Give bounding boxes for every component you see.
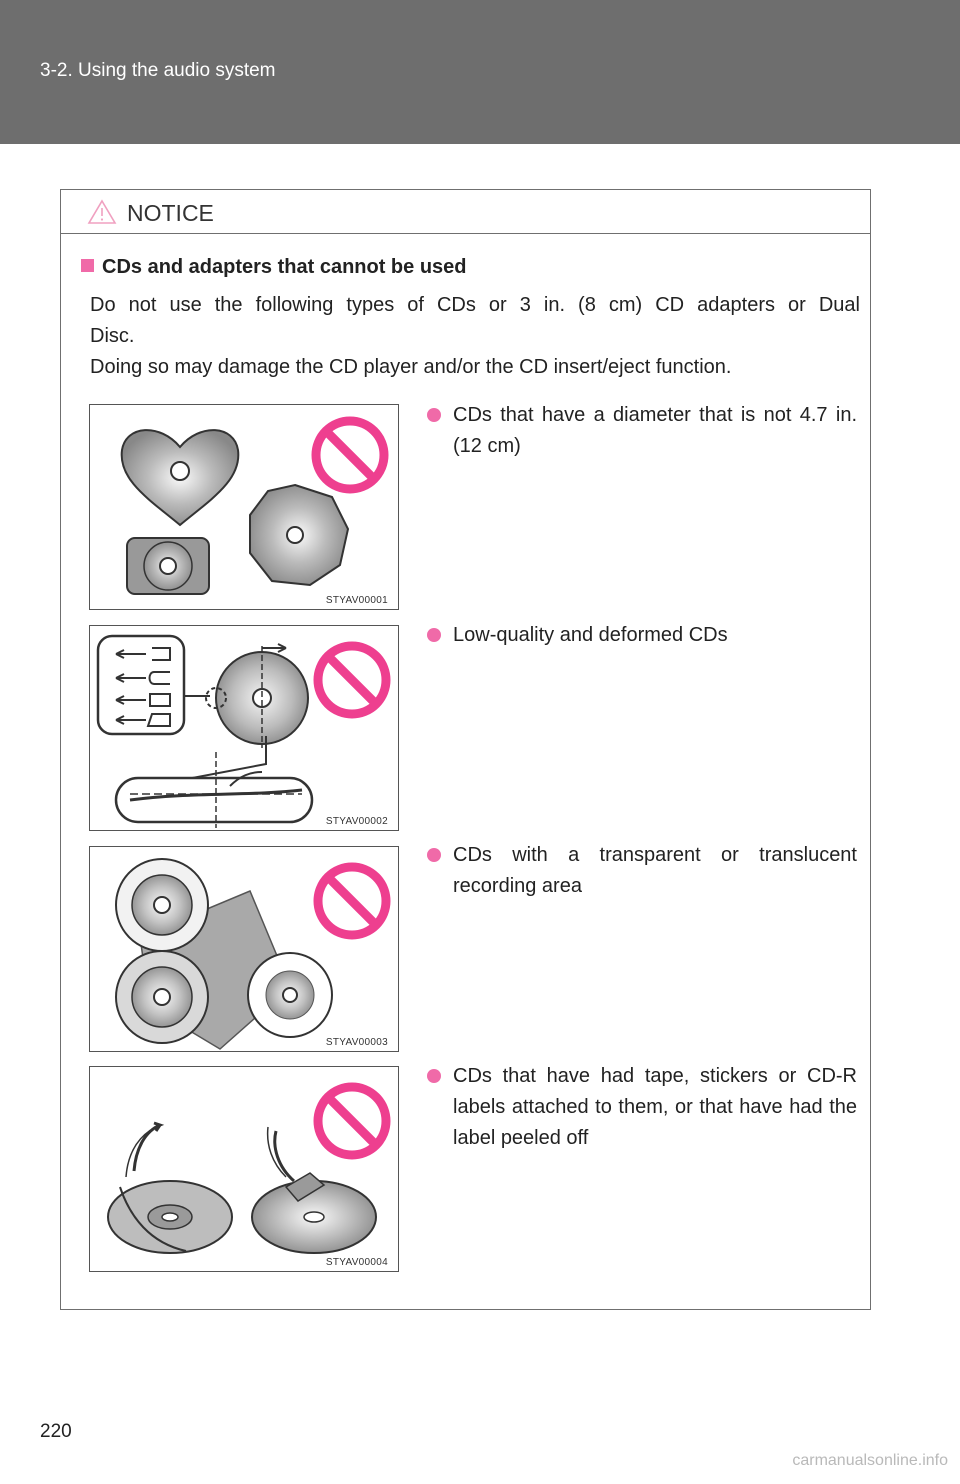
section-title: 3-2. Using the audio system [40,60,276,81]
notice-header [61,190,870,234]
bullet-item [427,1061,857,1154]
page-number: 220 [40,1421,72,1442]
notice-title: NOTICE [127,200,214,226]
bullet-item [427,620,857,651]
bullet-text: CDs with a transparent or translucent recording area [453,844,857,897]
square-bullet-icon [81,259,94,272]
figure-code: STYAV00003 [325,1037,388,1048]
figure-code: STYAV00004 [325,1257,388,1268]
pink-dot-icon [427,1069,441,1083]
watermark: carmanualsonline.info [792,1452,948,1469]
notice-box [60,189,871,1310]
bullet-text: CDs that have a diameter that is not 4.7 in. (12 cm) [453,404,857,457]
figure-labeled-cds [89,1066,399,1272]
intro-line-3: Doing so may damage the CD player and/or the CD insert/eject function. [90,356,732,378]
bullet-text: Low-quality and deformed CDs [453,624,728,646]
warning-triangle-icon [87,199,117,225]
intro-paragraph [90,290,860,383]
page-header [0,0,960,144]
bullet-item [427,400,857,462]
pink-dot-icon [427,628,441,642]
intro-line-1: Do not use the following types of CDs or 3 in. (8 cm) CD adapters or Dual [90,294,860,316]
intro-line-2: Disc. [90,325,135,347]
pink-dot-icon [427,848,441,862]
figure-deformed-cds [89,625,399,831]
figure-transparent-cds [89,846,399,1052]
bullet-text: CDs that have had tape, stickers or CD-R labels attached to them, or that have had the label peeled off [453,1065,857,1149]
section-heading [81,256,467,279]
section-heading-text: CDs and adapters that cannot be used [102,256,467,278]
bullet-item [427,840,857,902]
figure-code: STYAV00001 [325,595,388,606]
pink-dot-icon [427,408,441,422]
figure-code: STYAV00002 [325,816,388,827]
figure-odd-shaped-cds [89,404,399,610]
